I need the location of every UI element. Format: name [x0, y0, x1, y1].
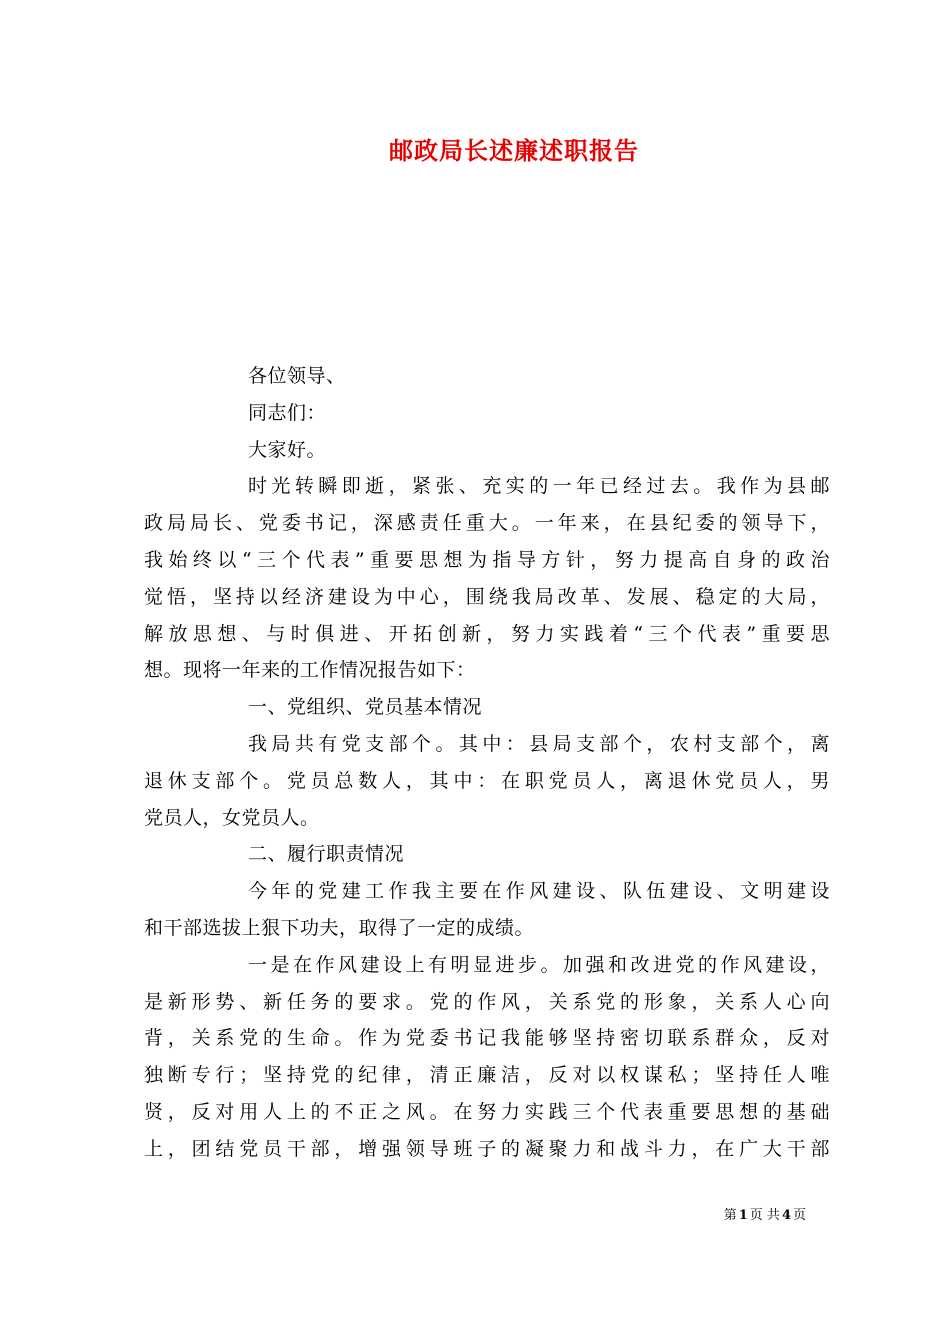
body-line: 时光转瞬即逝，紧张、充实的一年已经过去。我作为县邮: [248, 475, 830, 498]
body-line: 上，团结党员干部，增强领导班子的凝聚力和战斗力，在广大干部: [144, 1137, 830, 1160]
footer-prefix: 第: [723, 1208, 737, 1223]
body-line: 是新形势、新任务的要求。党的作风，关系党的形象，关系人心向: [144, 990, 830, 1013]
document-body: [144, 358, 830, 1168]
body-line: 同志们：: [248, 401, 327, 424]
body-line: 我始终以“三个代表”重要思想为指导方针，努力提高自身的政治: [144, 548, 830, 571]
body-line: 党员人，女党员人。: [144, 806, 320, 829]
footer-current-page: 1: [738, 1208, 748, 1223]
body-line: 解放思想、与时俱进、开拓创新，努力实践着“三个代表”重要思: [144, 622, 830, 645]
body-line: 贤，反对用人上的不正之风。在努力实践三个代表重要思想的基础: [144, 1100, 830, 1123]
body-line: 一、党组织、党员基本情况: [248, 696, 483, 719]
body-line: 背，关系党的生命。作为党委书记我能够坚持密切联系群众，反对: [144, 1027, 830, 1050]
body-line: 独断专行；坚持党的纪律，清正廉洁，反对以权谋私；坚持任人唯: [144, 1064, 830, 1087]
page-title: 邮政局长述廉述职报告: [389, 136, 639, 165]
body-line: 退休支部个。党员总数人，其中：在职党员人，离退休党员人，男: [144, 769, 830, 792]
body-line: 和干部选拔上狠下功夫，取得了一定的成绩。: [144, 916, 535, 939]
body-line: 政局局长、党委书记，深感责任重大。一年来，在县纪委的领导下，: [144, 512, 830, 535]
body-line: 想。现将一年来的工作情况报告如下：: [144, 659, 476, 682]
body-line: 今年的党建工作我主要在作风建设、队伍建设、文明建设: [248, 880, 830, 903]
body-line: 二、履行职责情况: [248, 843, 405, 866]
body-line: 一是在作风建设上有明显进步。加强和改进党的作风建设，: [248, 953, 830, 976]
body-line: 大家好。: [248, 438, 327, 461]
footer-total-pages: 4: [781, 1208, 791, 1223]
page-footer: [724, 1204, 806, 1223]
footer-middle: 页 共: [749, 1208, 780, 1223]
body-line: 我局共有党支部个。其中：县局支部个，农村支部个，离: [248, 732, 830, 755]
body-line: 各位领导、: [248, 365, 346, 387]
body-line: 觉悟，坚持以经济建设为中心，围绕我局改革、发展、稳定的大局，: [144, 585, 830, 608]
footer-suffix: 页: [792, 1208, 806, 1223]
